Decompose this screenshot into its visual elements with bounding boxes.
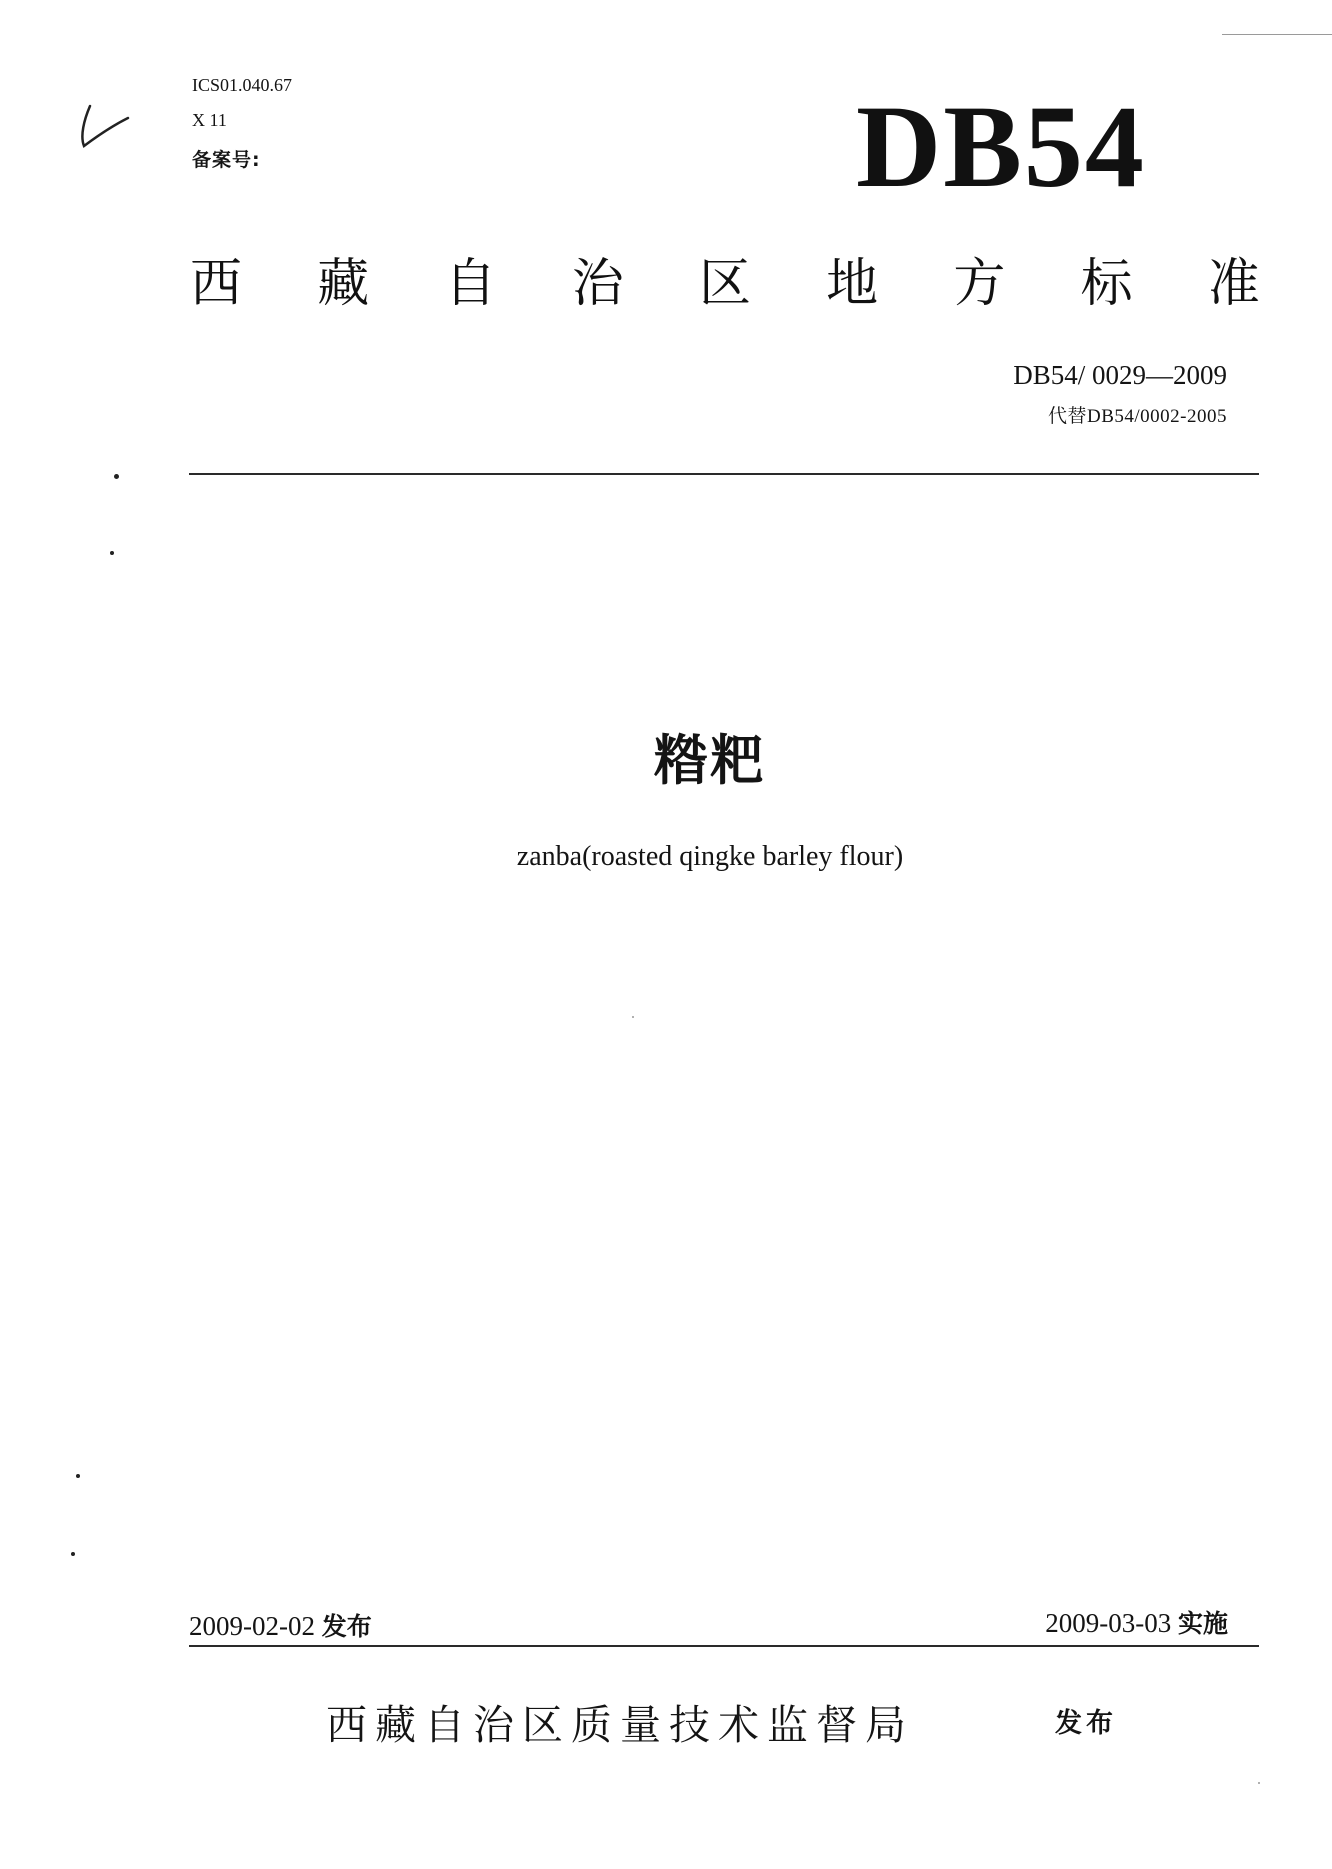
standard-type-char: 西 (190, 254, 243, 314)
scan-speck (632, 1016, 634, 1018)
issue-date-line (189, 1607, 372, 1643)
document-subtitle: zanba(roasted qingke barley flour) (516, 841, 904, 872)
filing-number-label: 备案号: (192, 149, 261, 171)
standard-type-char: 地 (826, 254, 879, 314)
issuing-authority: 西藏自治区质量技术监督局 (326, 1701, 914, 1749)
footer-divider (189, 1645, 1259, 1647)
standard-type-char: 准 (1207, 254, 1260, 314)
issue-date: 2009-02-02 (189, 1611, 315, 1641)
implementation-date: 2009-03-03 (1045, 1608, 1172, 1638)
issuing-label: 发布 (1055, 1708, 1117, 1739)
scan-speck (114, 474, 119, 479)
scan-speck (110, 551, 114, 555)
implementation-date-line (1045, 1604, 1228, 1640)
issue-label: 发布 (321, 1612, 372, 1641)
standard-type-char: 治 (571, 254, 624, 314)
scan-speck (71, 1552, 75, 1556)
classification-code: X 11 (192, 110, 227, 130)
standard-type-char: 方 (953, 254, 1006, 314)
replaces-standard: 代替DB54/0002-2005 (1047, 406, 1227, 427)
standard-type-char: 藏 (317, 254, 370, 314)
standard-type-char: 标 (1080, 254, 1133, 314)
standard-type-title (190, 254, 1260, 314)
document-title: 糌粑 (654, 729, 766, 792)
standard-logo: DB54 (856, 81, 1146, 212)
standard-number: DB54/ 0029—2009 (1013, 360, 1227, 390)
ics-code: ICS01.040.67 (192, 75, 293, 95)
standard-type-char: 自 (444, 254, 497, 314)
scan-artifact-line (1222, 34, 1332, 35)
header-divider (189, 473, 1259, 475)
scan-speck (76, 1474, 80, 1478)
handwritten-mark (74, 100, 134, 152)
implementation-label: 实施 (1177, 1609, 1228, 1638)
standard-type-char: 区 (698, 254, 751, 314)
scan-speck (1258, 1782, 1260, 1784)
